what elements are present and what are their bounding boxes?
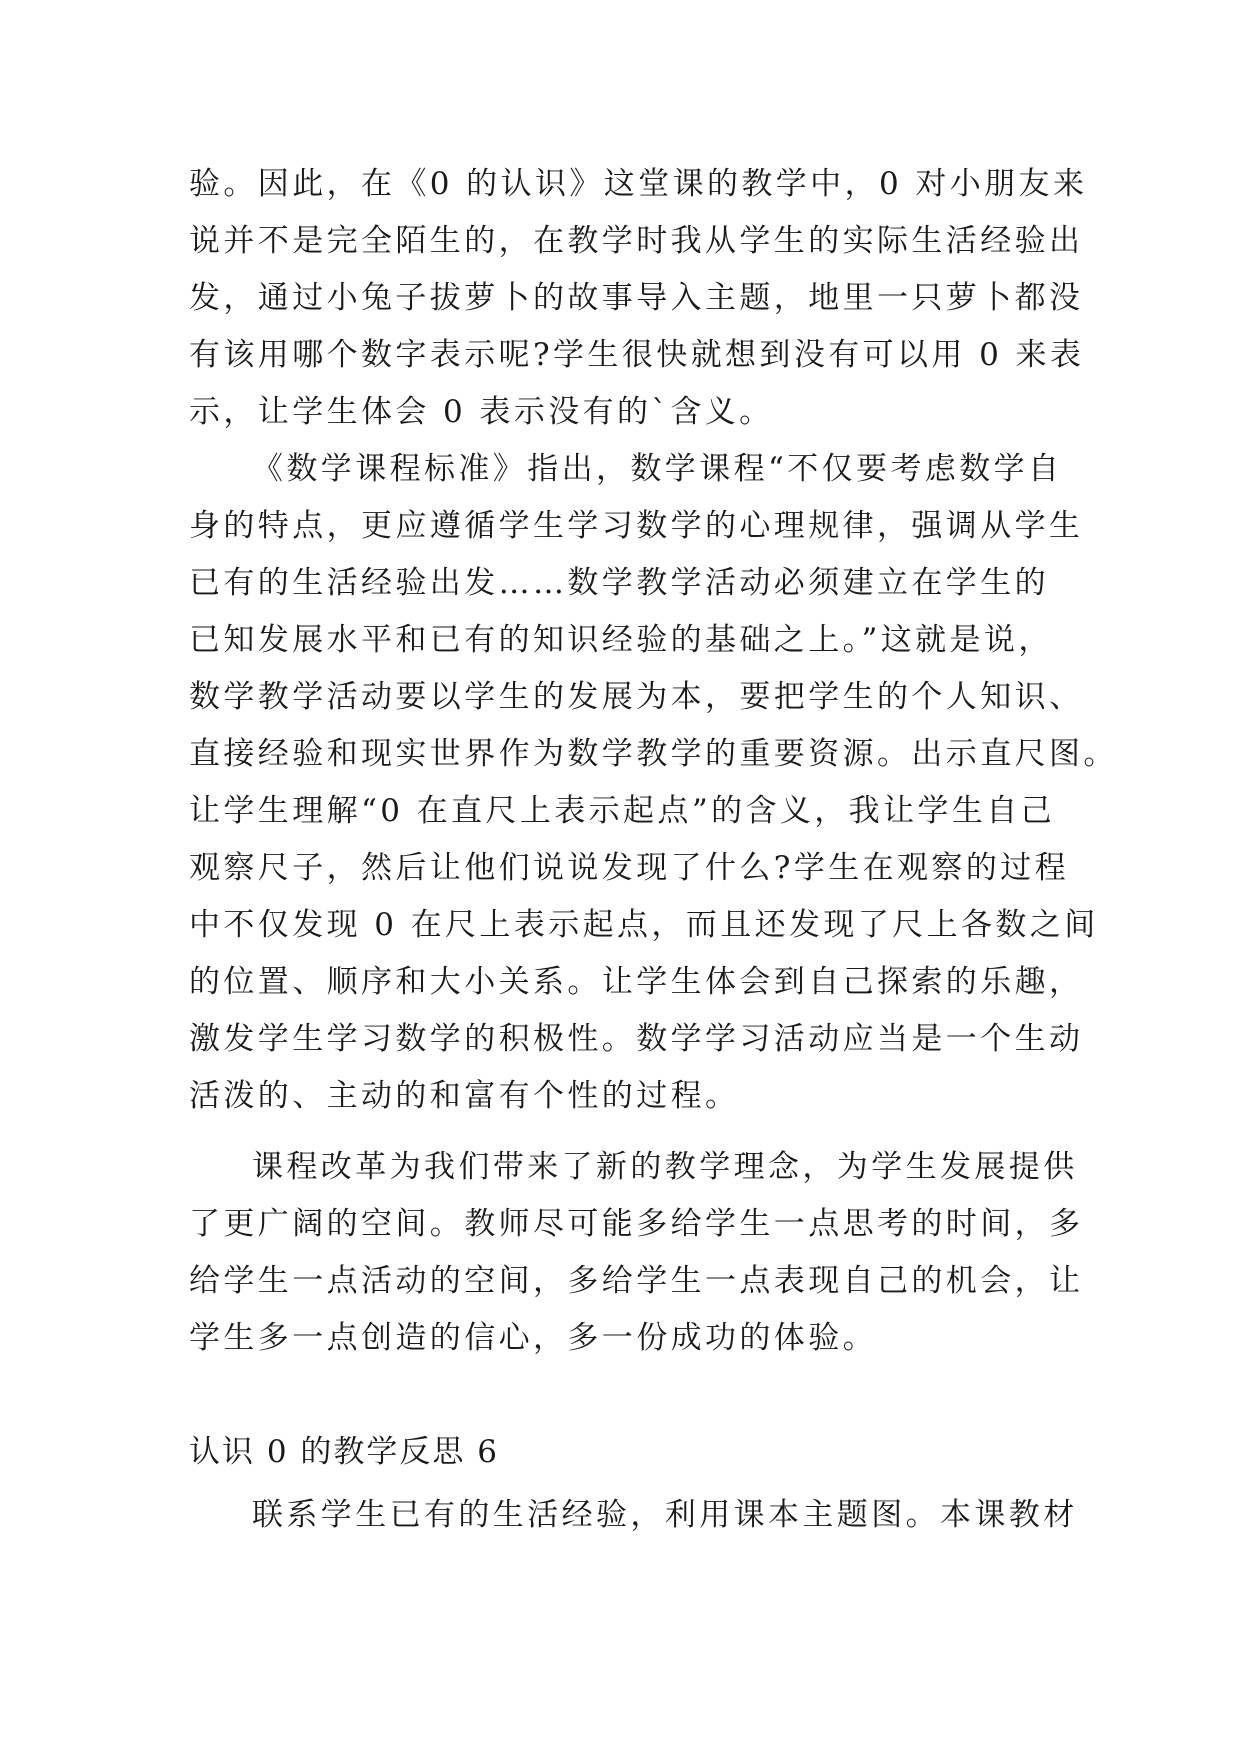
paragraph-line: 给学生一点活动的空间，多给学生一点表现自己的机会，让 xyxy=(189,1263,1084,1299)
paragraph-line: 发，通过小兔子拔萝卜的故事导入主题，地里一只萝卜都没 xyxy=(189,280,1084,316)
paragraph-line: 验。因此，在《0 的认识》这堂课的教学中，0 对小朋友来 xyxy=(189,166,1088,202)
paragraph-line: 数学教学活动要以学生的发展为本，要把学生的个人知识、 xyxy=(189,679,1084,715)
paragraph-line: 示，让学生体会 0 表示没有的`含义。 xyxy=(189,394,774,430)
paragraph-line: 《数学课程标准》指出，数学课程“不仅要考虑数学自 xyxy=(252,451,1063,487)
section-title: 认识 0 的教学反思 6 xyxy=(189,1434,500,1470)
paragraph-line: 已知发展水平和已有的知识经验的基础之上。”这就是说， xyxy=(189,622,1053,658)
paragraph-line: 中不仅发现 0 在尺上表示起点，而且还发现了尺上各数之间 xyxy=(189,907,1099,943)
paragraph-line: 学生多一点创造的信心，多一份成功的体验。 xyxy=(189,1320,877,1356)
paragraph-line: 直接经验和现实世界作为数学教学的重要资源。出示直尺图。 xyxy=(189,736,1118,772)
paragraph-line: 已有的生活经验出发……数学教学活动必须建立在学生的 xyxy=(189,565,1049,601)
paragraph-line: 的位置、顺序和大小关系。让学生体会到自己探索的乐趣， xyxy=(189,964,1084,1000)
paragraph-line: 了更广阔的空间。教师尽可能多给学生一点思考的时间，多 xyxy=(189,1206,1084,1242)
paragraph-line: 活泼的、主动的和富有个性的过程。 xyxy=(189,1078,740,1114)
paragraph-line: 观察尺子，然后让他们说说发现了什么?学生在观察的过程 xyxy=(189,850,1070,886)
paragraph-line: 身的特点，更应遵循学生学习数学的心理规律，强调从学生 xyxy=(189,508,1084,544)
paragraph-line: 说并不是完全陌生的，在教学时我从学生的实际生活经验出 xyxy=(189,223,1084,259)
paragraph-line: 让学生理解“0 在直尺上表示起点”的含义，我让学生自己 xyxy=(189,793,1056,829)
paragraph-line: 联系学生已有的生活经验，利用课本主题图。本课教材 xyxy=(252,1497,1078,1533)
paragraph-line: 有该用哪个数字表示呢?学生很快就想到没有可以用 0 来表 xyxy=(189,337,1085,373)
paragraph-line: 课程改革为我们带来了新的教学理念，为学生发展提供 xyxy=(252,1149,1078,1185)
paragraph-line: 激发学生学习数学的积极性。数学学习活动应当是一个生动 xyxy=(189,1021,1084,1057)
